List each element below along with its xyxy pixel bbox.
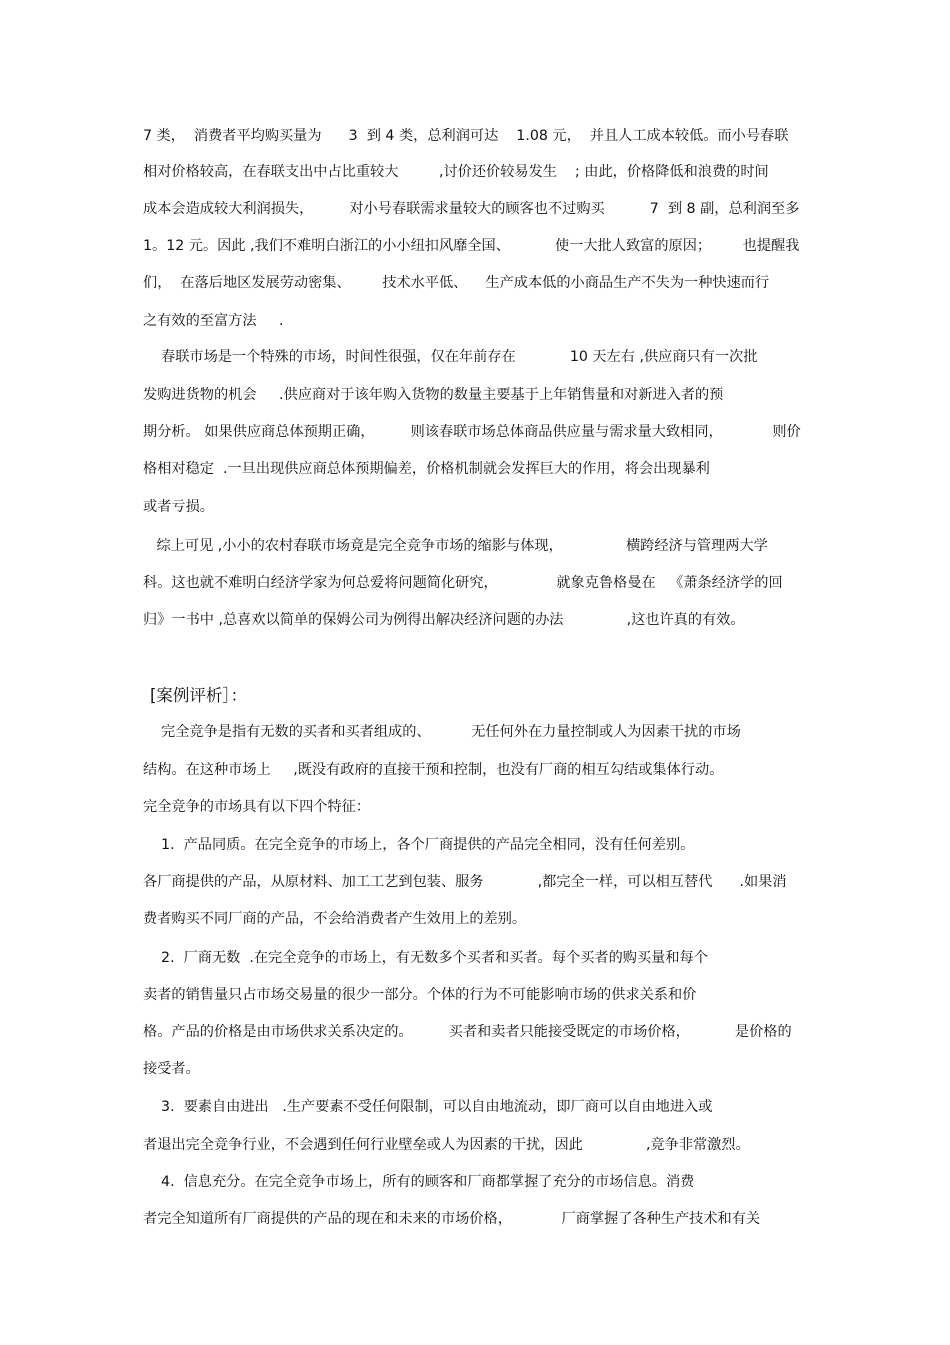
- para4-line-3: 完全竞争的市场具有以下四个特征：: [143, 799, 371, 815]
- para3-line-1: 综上可见 ,小小的农村春联市场竟是完全竞争市场的缩影与体现， 横跨经济与管理两大学: [143, 538, 768, 554]
- item1-line-3: 费者购买不同厂商的产品，不会给消费者产生效用上的差别。: [143, 911, 527, 927]
- para1-line-5: 们， 在落后地区发展劳动密集、 技术水平低、 生产成本低的小商品生产不失为一种快速而行: [143, 275, 770, 291]
- para1-line-2: 相对价格较高，在春联支出中占比重较大 ,讨价还价较易发生 ; 由此，价格降低和浪费的时间: [143, 164, 769, 180]
- para1-line-3: 成本会造成较大利润损失， 对小号春联需求量较大的顾客也不过购买 7 到 8 副，总利润至多: [143, 201, 800, 217]
- para4-line-2: 结构。在这种市场上 ,既没有政府的直接干预和控制，也没有厂商的相互勾结或集体行动。: [143, 762, 724, 778]
- item4-line-2: 者完全知道所有厂商提供的产品的现在和未来的市场价格， 厂商掌握了各种生产技术和有关: [143, 1211, 761, 1227]
- para3-line-2: 科。这也就不难明白经济学家为何总爱将问题简化研究， 就象克鲁格曼在 《萧条经济学的回: [143, 575, 783, 591]
- para1-line-6: 之有效的至富方法 .: [143, 313, 284, 329]
- item3-line-2: 者退出完全竞争行业，不会遇到任何行业壁垒或人为因素的干扰，因此 ,竞争非常激烈。: [143, 1137, 750, 1153]
- case-analysis-heading: [案例评析］：: [150, 686, 248, 705]
- para2-line-4: 格相对稳定 .一旦出现供应商总体预期偏差，价格机制就会发挥巨大的作用，将会出现暴利: [143, 461, 710, 477]
- para2-line-3: 期分析。 如果供应商总体预期正确， 则该春联市场总体商品供应量与需求量大致相同， 则价: [143, 424, 801, 440]
- para1-line-4: 1。12 元。因此 ,我们不难明白浙江的小小纽扣风靡全国、 使一大批人致富的原因； 也提醒我: [143, 238, 800, 254]
- item2-line-4: 接受者。: [143, 1061, 200, 1077]
- item4-line-1: 4. 信息充分。在完全竞争市场上，所有的顾客和厂商都掌握了充分的市场信息。消费: [143, 1174, 695, 1190]
- para3-line-3: 归》一书中 ,总喜欢以简单的保姆公司为例得出解决经济问题的办法 ,这也许真的有效。: [143, 612, 745, 628]
- item1-line-2: 各厂商提供的产品，从原材料、加工工艺到包装、服务 ,都完全一样，可以相互替代 .如果消: [143, 874, 787, 890]
- item1-line-1: 1. 产品同质。在完全竞争的市场上，各个厂商提供的产品完全相同，没有任何差别。: [143, 837, 695, 853]
- item2-line-1: 2. 厂商无数 .在完全竞争的市场上，有无数多个买者和买者。每个买者的购买量和每个: [143, 950, 708, 966]
- para2-line-1: 春联市场是一个特殊的市场，时间性很强，仅在年前存在 10 天左右 ,供应商只有一次批: [143, 349, 758, 365]
- para4-line-1: 完全竞争是指有无数的买者和买者组成的、 无任何外在力量控制或人为因素干扰的市场: [143, 724, 741, 740]
- para1-line-1: 7 类， 消费者平均购买量为 3 到 4 类，总利润可达 1.08 元， 并且人工成本较低。而小号春联: [143, 128, 789, 144]
- para2-line-2: 发购进货物的机会 .供应商对于该年购入货物的数量主要基于上年销售量和对新进入者的预: [143, 387, 724, 403]
- item3-line-1: 3. 要素自由进出 .生产要素不受任何限制，可以自由地流动，即厂商可以自由地进入或: [143, 1099, 713, 1115]
- para2-line-5: 或者亏损。: [143, 499, 214, 515]
- item2-line-2: 卖者的销售量只占市场交易量的很少一部分。个体的行为不可能影响市场的供求关系和价: [143, 987, 697, 1003]
- item2-line-3: 格。产品的价格是由市场供求关系决定的。 买者和卖者只能接受既定的市场价格， 是价格的: [143, 1024, 792, 1040]
